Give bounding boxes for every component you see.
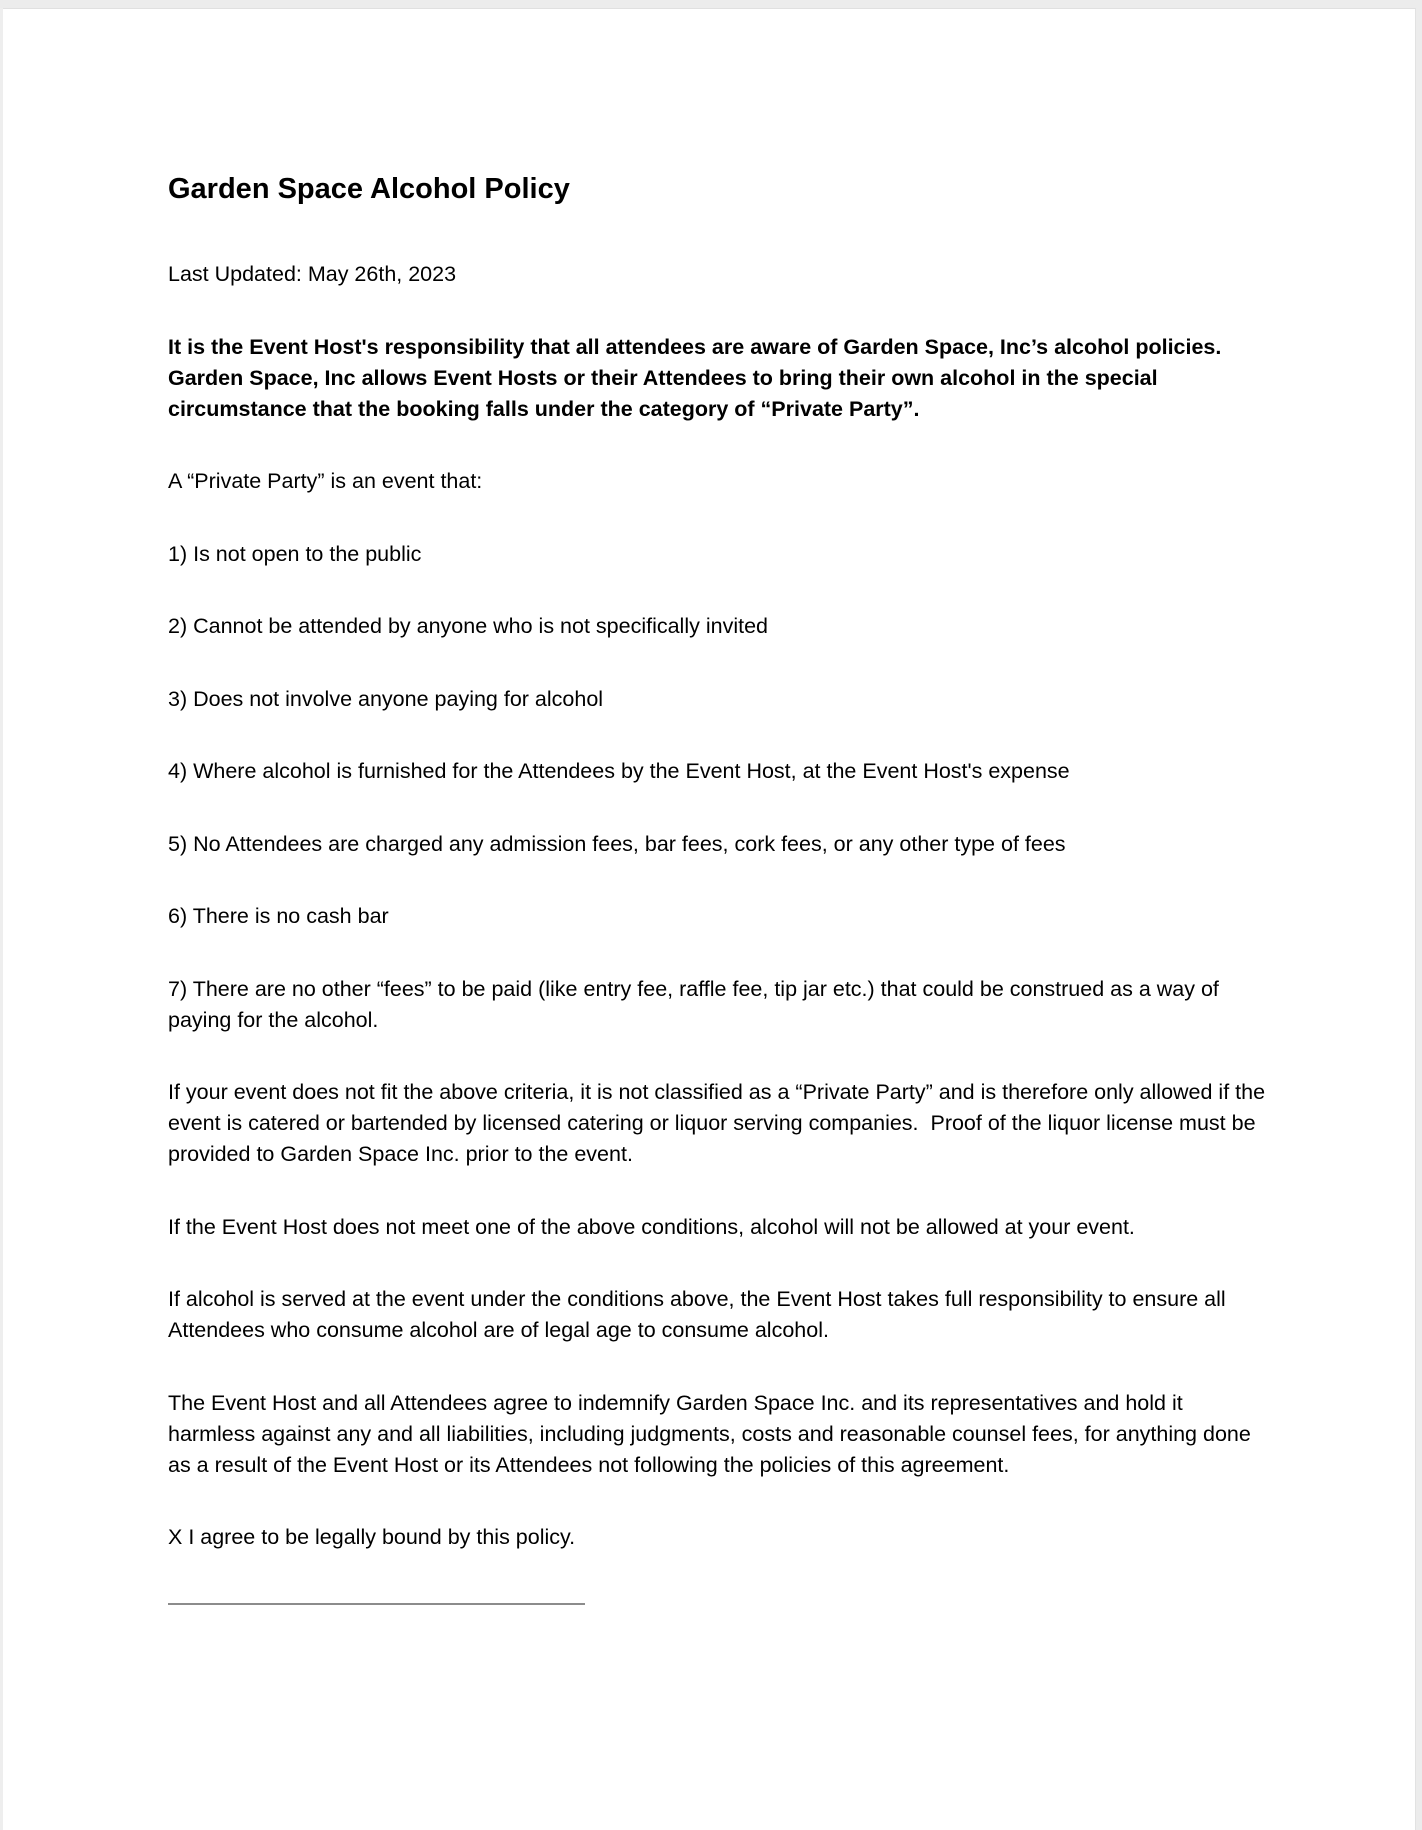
page-title: Garden Space Alcohol Policy xyxy=(168,173,570,205)
policy-intro-paragraph: It is the Event Host's responsibility that all attendees are aware of Garden Space, Inc’s alcohol policies. Garden Space, Inc allows Event Hosts or their Attendees to bring their own alcohol in the special circumstance that the booking falls under the category of “Private Party”. xyxy=(168,334,1228,421)
criterion-7: 7) There are no other “fees” to be paid (like entry fee, raffle fee, tip jar etc.) that could be construed as a way of paying for the alcohol. xyxy=(168,976,1225,1032)
private-party-definition-intro: A “Private Party” is an event that: xyxy=(168,469,483,493)
conditions-not-met-paragraph: If the Event Host does not meet one of the above conditions, alcohol will not be allowed at your event. xyxy=(168,1214,1135,1239)
last-updated-line: Last Updated: May 26th, 2023 xyxy=(168,262,457,286)
criterion-5: 5) No Attendees are charged any admission fees, bar fees, cork fees, or any other type of fees xyxy=(168,831,1066,856)
signature-line[interactable] xyxy=(168,1603,585,1605)
criterion-4: 4) Where alcohol is furnished for the Attendees by the Event Host, at the Event Host's expense xyxy=(168,759,1070,783)
criterion-6: 6) There is no cash bar xyxy=(168,904,389,928)
indemnification-paragraph: The Event Host and all Attendees agree to indemnify Garden Space Inc. and its representatives and hold it harmless against any and all liabilities, including judgments, costs and reasonable counsel fees, for anything done as a result of the Event Host or its Attendees not following the policies of this agreement. xyxy=(168,1390,1257,1477)
criterion-2: 2) Cannot be attended by anyone who is not specifically invited xyxy=(168,614,768,638)
non-private-party-paragraph: If your event does not fit the above criteria, it is not classified as a “Private Party” and is therefore only allowed if the event is catered or bartended by licensed catering or liquor serving companies. Proof of the liquor license must be provided to Garden Space Inc. prior to the event. xyxy=(168,1080,1272,1166)
criterion-3: 3) Does not involve anyone paying for alcohol xyxy=(168,686,604,711)
agreement-statement: X I agree to be legally bound by this policy. xyxy=(168,1525,576,1549)
criterion-1: 1) Is not open to the public xyxy=(168,541,422,566)
title-block xyxy=(168,172,1270,207)
legal-age-paragraph: If alcohol is served at the event under the conditions above, the Event Host takes full responsibility to ensure all Attendees who consume alcohol are of legal age to consume alcohol. xyxy=(168,1287,1231,1342)
